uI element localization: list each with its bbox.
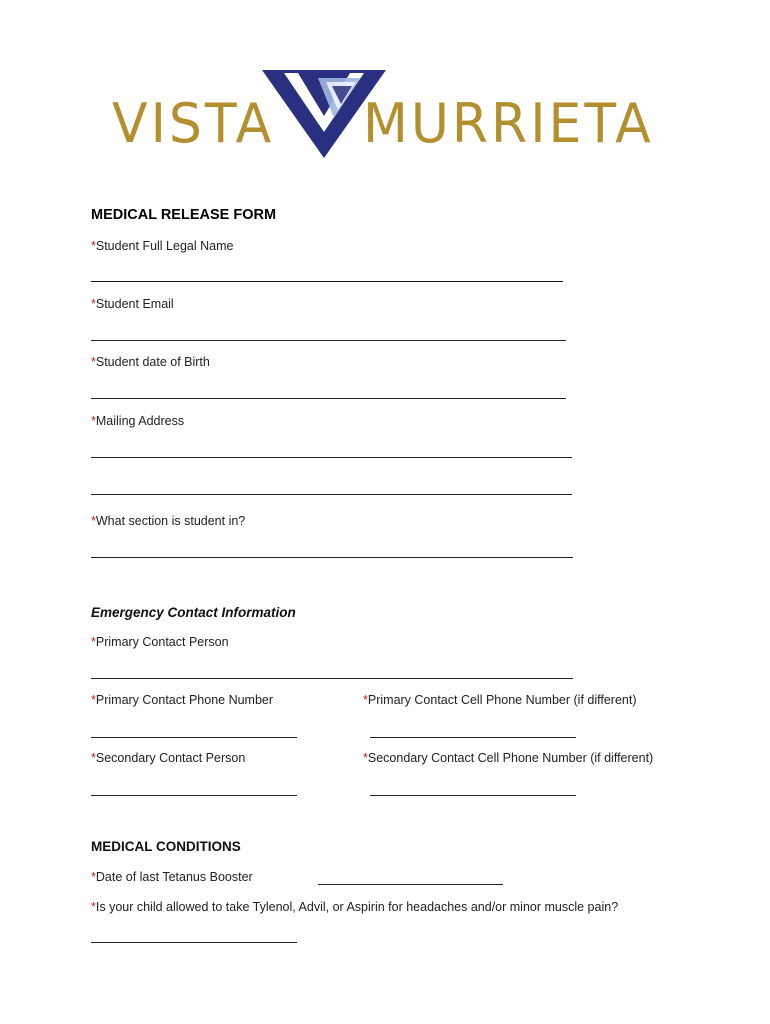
medication-permission-field[interactable]	[91, 942, 297, 943]
secondary-contact-cell-label: *Secondary Contact Cell Phone Number (if different)	[363, 751, 654, 765]
logo-text-murrieta: MURRIETA	[363, 92, 654, 156]
mailing-address-field-line-2[interactable]	[91, 494, 572, 495]
form-title: MEDICAL RELEASE FORM	[91, 207, 277, 223]
required-marker: *	[91, 355, 96, 369]
tetanus-booster-field[interactable]	[318, 884, 503, 885]
logo-text-vista: VISTA	[112, 92, 275, 156]
required-marker: *	[91, 751, 96, 765]
vista-murrieta-logo	[110, 70, 690, 162]
required-marker: *	[91, 900, 96, 914]
required-marker: *	[91, 514, 96, 528]
student-email-field[interactable]	[91, 340, 566, 341]
medical-conditions-heading: MEDICAL CONDITIONS	[91, 839, 241, 854]
section-field[interactable]	[91, 557, 573, 558]
student-email-label: *Student Email	[91, 297, 174, 311]
primary-contact-phone-field[interactable]	[91, 737, 297, 738]
section-label: *What section is student in?	[91, 514, 246, 528]
secondary-contact-cell-field[interactable]	[370, 795, 576, 796]
emergency-contact-heading: Emergency Contact Information	[91, 605, 296, 620]
secondary-contact-person-label: *Secondary Contact Person	[91, 751, 246, 765]
mailing-address-field-line-1[interactable]	[91, 457, 572, 458]
student-name-label: *Student Full Legal Name	[91, 239, 234, 253]
required-marker: *	[91, 297, 96, 311]
required-marker: *	[91, 239, 96, 253]
primary-contact-phone-label: *Primary Contact Phone Number	[91, 693, 274, 707]
required-marker: *	[91, 635, 96, 649]
primary-contact-cell-field[interactable]	[370, 737, 576, 738]
student-name-field[interactable]	[91, 281, 563, 282]
medication-permission-label: *Is your child allowed to take Tylenol, Advil, or Aspirin for headaches and/or minor muscle pain?	[91, 900, 619, 914]
tetanus-booster-label: *Date of last Tetanus Booster	[91, 870, 253, 884]
secondary-contact-person-field[interactable]	[91, 795, 297, 796]
required-marker: *	[91, 693, 96, 707]
primary-contact-person-label: *Primary Contact Person	[91, 635, 229, 649]
student-dob-field[interactable]	[91, 398, 566, 399]
mailing-address-label: *Mailing Address	[91, 414, 185, 428]
required-marker: *	[363, 693, 368, 707]
primary-contact-cell-label: *Primary Contact Cell Phone Number (if different)	[363, 693, 637, 707]
primary-contact-person-field[interactable]	[91, 678, 573, 679]
student-dob-label: *Student date of Birth	[91, 355, 210, 369]
required-marker: *	[91, 414, 96, 428]
required-marker: *	[363, 751, 368, 765]
required-marker: *	[91, 870, 96, 884]
